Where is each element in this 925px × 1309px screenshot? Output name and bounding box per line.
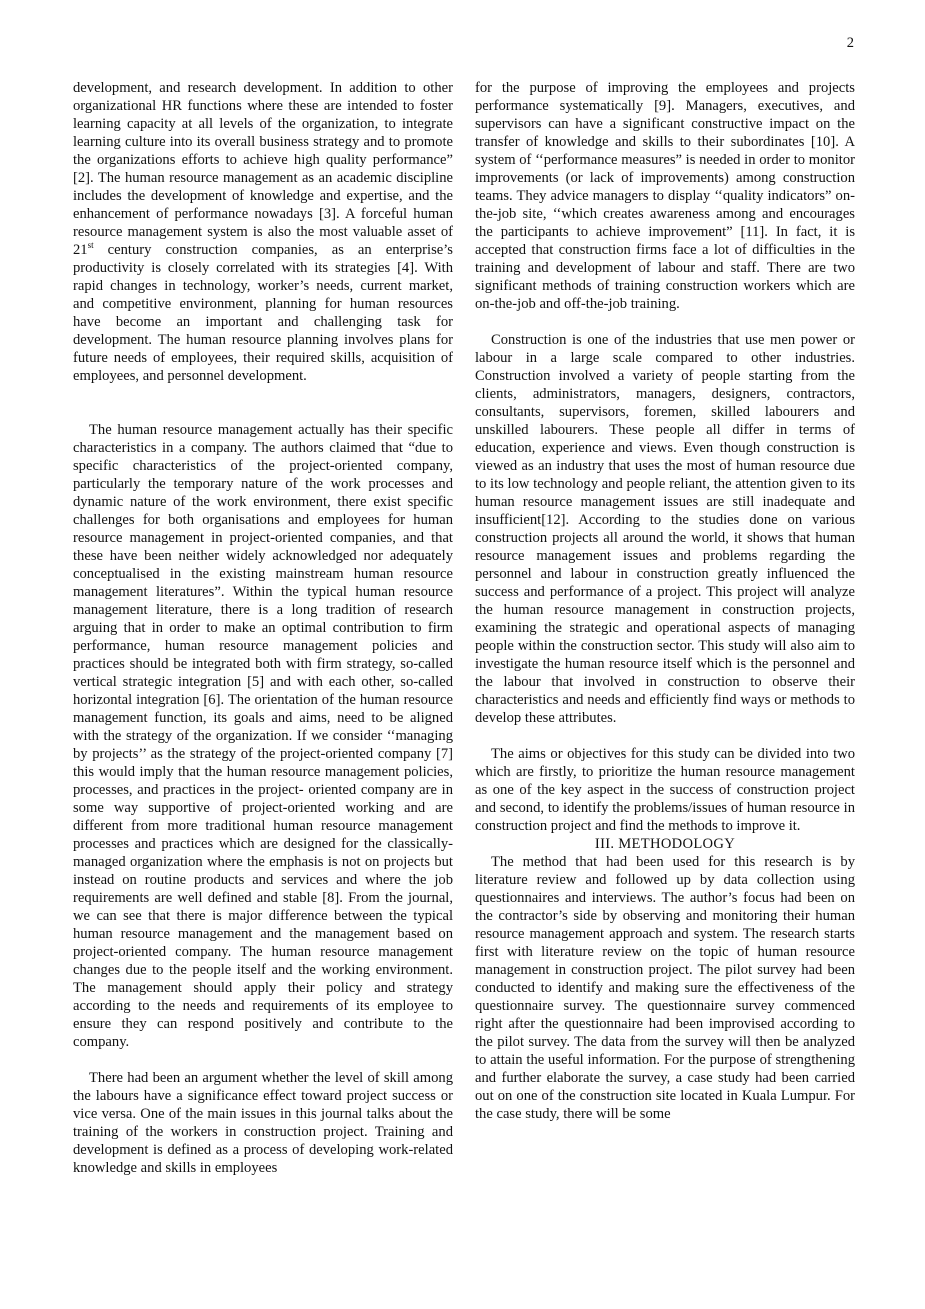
paragraph-text: development, and research development. In addition to other organizational HR functions where these are intended to foster learning capacity at all levels of the organization, to integrate learning culture into its overall business strategy and to promote the organizations efforts to achieve high quality performance” [2]. The human resource management as an academic discipline includes the development of knowledge and expertise, and the enhancement of performance nowadays [3]. A forceful human resource management system is also the most valuable asset of 21 (73, 80, 453, 258)
paragraph-methodology: The method that had been used for this research is by literature review and followed up by data collection using questionnaires and interviews. The author’s focus had been on the contractor’s side by observing and monitoring their human resource management approach and system. The research starts first with literature review on the topic of human resource management in construction project. The pilot survey had been conducted to identify and making sure the effectiveness of the questionnaire survey. The questionnaire survey commenced right after the questionnaire had been improvised according to the pilot survey. The data from the survey will then be analyzed to attain the useful information. For the purpose of strengthening and further elaborate the survey, a case study had been carried out on one of the construction site located in Kuala Lumpur. For the case study, there will be some (475, 854, 855, 1122)
page-number: 2 (846, 35, 854, 51)
paragraph-hr-development (73, 79, 453, 385)
superscript-st: st (87, 240, 94, 250)
paragraph-skill-argument: There had been an argument whether the level of skill among the labours have a significance effect toward project success or vice versa. One of the main issues in this journal talks about the training of the workers in construction project. Training and development is defined as a process of developing work-related knowledge and skills in employees (73, 1070, 453, 1176)
left-column (73, 79, 453, 1177)
paragraph-construction-labour: Construction is one of the industries that use men power or labour in a large scale compared to other industries. Construction involved a variety of people starting from the clients, administrators, managers, designers, contractors, consultants, supervisors, foremen, skilled labourers and unskilled labourers. These people all differ in terms of education, experience and views. Even though construction is viewed as an industry that uses the most of human resource due to its low technology and people reliant, the attention given to its human resource management issues are still inadequate and insufficient[12]. According to the studies done on various construction projects all around the world, it shows that human resource management issues and problems regarding the personnel and labour in construction greatly influenced the success and performance of a project. This project will analyze the human resource management in construction projects, examining the strategic and operational aspects of managing people within the construction sector. This study will also aim to investigate the human resource itself which is the personnel and the labour that involved in construction to observe their characteristics and needs and efficiently find ways or methods to develop these attributes. (475, 332, 855, 726)
paragraph-hr-characteristics: The human resource management actually has their specific characteristics in a company. The authors claimed that “due to specific characteristics of the project-oriented company, particularly the temporary nature of the work processes and dynamic nature of the work environment, there exist specific challenges for both organisations and employees for human resource management in project-oriented companies, and that these have been neither widely acknowledged nor adequately conceptualised in the existing mainstream human resource management literatures”. Within the typical human resource management literature, there is a long tradition of research arguing that in order to make an optimal contribution to firm performance, human resource management policies and practices should be integrated both with firm strategy, so-called vertical strategic integration [5] and with each other, so-called horizontal integration [6]. The orientation of the human resource management function, its goals and aims, need to be aligned with the strategy of the organization. If we consider ‘‘managing by projects’’ as the strategy of the project-oriented company [7] this would imply that the human resource management policies, processes, and practices in the project- oriented company are in some way supportive of project-oriented working and are different from more traditional human resource management processes and practices which are designed for the classically-managed organization where the emphasis is not on projects but instead on routine products and services and where the job requirements are well defined and stable [8]. From the journal, we can see that there is major difference between the typical human resource management and the management based on project-oriented company. The human resource management changes due to the people itself and the working environment. The management should apply their policy and strategy according to the needs and requirements of its employee to ensure they can respond positively and contribute to the company. (73, 422, 453, 1050)
paragraph-training-performance: for the purpose of improving the employees and projects performance systematically [9]. Managers, executives, and supervisors can have a significant constructive impact on the transfer of knowledge and skills to their subordinates [10]. A system of ‘‘performance measures” is needed in order to monitor improvements (or lack of improvements) among construction teams. They advice managers to display ‘‘quality indicators” on-the-job site, ‘‘which creates awareness among and encourages the participants to achieve improvement” [11]. In fact, it is accepted that construction firms face a lot of difficulties in the training and development of labour and staff. There are two significant methods of training construction workers which are on-the-job and off-the-job training. (475, 80, 855, 312)
paragraph-text: century construction companies, as an enterprise’s productivity is closely correlated with its strategies [4]. With rapid changes in technology, worker’s needs, current market, and competitive environment, planning for human resources have become an important and challenging task for development. The human resource planning involves plans for future needs of employees, their required skills, acquisition of employees, and personnel development. (73, 242, 453, 384)
section-heading-methodology: III. METHODOLOGY (594, 836, 736, 852)
paragraph-aims-objectives: The aims or objectives for this study can be divided into two which are firstly, to prioritize the human resource management as one of the key aspect in the success of construction project and second, to identify the problems/issues of human resource in construction project and find the methods to improve it. (475, 746, 855, 834)
right-column (475, 79, 855, 1123)
